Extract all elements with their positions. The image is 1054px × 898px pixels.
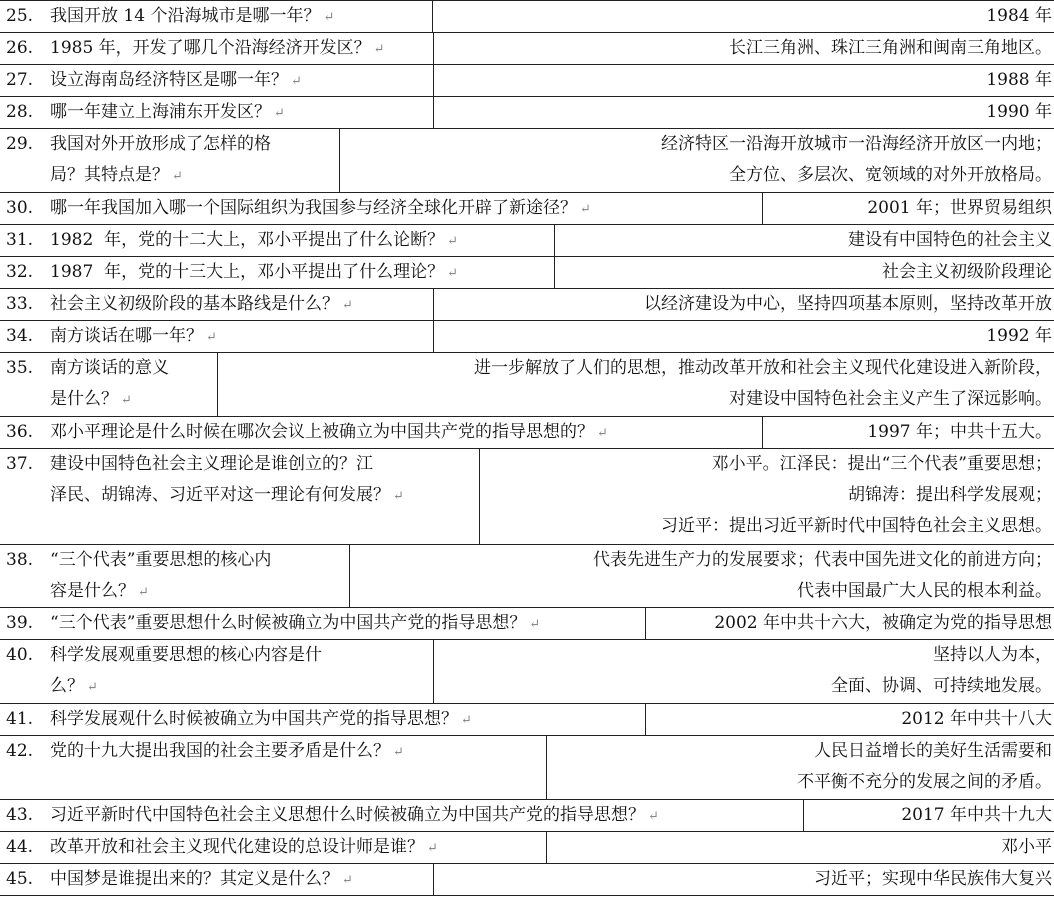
- answer-text: 1984 年: [986, 6, 1052, 26]
- question-cell: [0, 321, 434, 352]
- table-row: [0, 353, 1054, 417]
- paragraph-return-icon: ↵: [87, 680, 98, 695]
- table-row: [0, 289, 1054, 321]
- question-text: 1985 年，开发了哪几个沿海经济开发区？: [50, 38, 371, 58]
- question-text: 哪一年建立上海浦东开发区？: [50, 102, 271, 122]
- table-row: [0, 417, 1054, 449]
- question-cell: [0, 449, 480, 544]
- paragraph-return-icon: ↵: [121, 393, 132, 408]
- paragraph-return-icon: ↵: [206, 330, 217, 345]
- question-text: 建设中国特色社会主义理论是谁创立的？江: [50, 454, 373, 474]
- answer-text: 1990 年: [986, 102, 1052, 122]
- answer-text: 胡锦涛：提出科学发展观；: [848, 485, 1052, 505]
- question-number: 27.: [6, 70, 34, 90]
- paragraph-return-icon: ↵: [393, 489, 404, 504]
- answer-text: 以经济建设为中心，坚持四项基本原则，坚持改革开放: [644, 294, 1052, 314]
- question-text: 科学发展观什么时候被确立为中国共产党的指导思想？: [50, 709, 458, 729]
- question-text: 我国对外开放形成了怎样的格: [50, 134, 271, 154]
- paragraph-return-icon: ↵: [461, 713, 472, 728]
- answer-cell: [435, 640, 1054, 703]
- paragraph-return-icon: ↵: [447, 266, 458, 281]
- paragraph-return-icon: ↵: [447, 234, 458, 249]
- paragraph-return-icon: ↵: [291, 74, 302, 89]
- question-cell: [0, 640, 434, 703]
- table-row: [0, 257, 1054, 289]
- answer-cell: [556, 257, 1054, 288]
- table-row: [0, 193, 1054, 225]
- answer-cell: [481, 449, 1054, 544]
- answer-text: 1988 年: [986, 70, 1052, 90]
- question-text: 邓小平理论是什么时候在哪次会议上被确立为中国共产党的指导思想的？: [50, 422, 594, 442]
- paragraph-return-icon: ↵: [323, 10, 335, 25]
- table-row: [0, 449, 1054, 545]
- question-text: 我国开放 14 个沿海城市是哪一年？: [50, 6, 321, 26]
- answer-text: 邓小平。江泽民：提出“三个代表”重要思想；: [711, 454, 1052, 474]
- answer-text: 1997 年；中共十五大。: [867, 422, 1052, 442]
- answer-cell: [647, 608, 1054, 639]
- question-number: 42.: [6, 741, 34, 761]
- answer-cell: [435, 289, 1054, 320]
- answer-text: 全面、协调、可持续地发展。: [831, 676, 1052, 696]
- answer-cell: [435, 321, 1054, 352]
- question-number: 44.: [6, 837, 34, 857]
- answer-cell: [435, 97, 1054, 128]
- paragraph-return-icon: ↵: [138, 585, 149, 600]
- answer-cell: [548, 736, 1054, 799]
- question-text: 南方谈话的意义: [50, 358, 169, 378]
- question-cell: [0, 545, 350, 607]
- question-text: 1982 年，党的十二大上，邓小平提出了什么论断？: [50, 230, 445, 250]
- answer-cell: [341, 129, 1054, 192]
- table-row: [0, 65, 1054, 97]
- answer-cell: [548, 832, 1054, 863]
- question-cell: [0, 129, 340, 192]
- question-number: 41.: [6, 709, 34, 729]
- answer-cell: [351, 545, 1054, 607]
- answer-text: 全方位、多层次、宽领域的对外开放格局。: [729, 165, 1052, 185]
- paragraph-return-icon: ↵: [274, 106, 285, 121]
- answer-text: 2001 年；世界贸易组织: [867, 198, 1052, 218]
- paragraph-return-icon: ↵: [427, 841, 438, 856]
- question-number: 38.: [6, 550, 34, 570]
- question-cell: [0, 225, 555, 256]
- question-number: 32.: [6, 262, 34, 282]
- answer-text: 邓小平: [1001, 837, 1052, 857]
- answer-text: 1992 年: [986, 326, 1052, 346]
- question-cell: [0, 193, 763, 224]
- table-row: [0, 800, 1054, 832]
- answer-text: 长江三角洲、珠江三角洲和闽南三角地区。: [729, 38, 1052, 58]
- answer-text: 社会主义初级阶段理论: [882, 262, 1052, 282]
- question-number: 45.: [6, 869, 34, 889]
- question-number: 40.: [6, 645, 34, 665]
- answer-text: 代表先进生产力的发展要求；代表中国先进文化的前进方向；: [593, 550, 1052, 570]
- question-text: 习近平新时代中国特色社会主义思想什么时候被确立为中国共产党的指导思想？: [50, 805, 645, 825]
- question-cell: [0, 417, 763, 448]
- paragraph-return-icon: ↵: [597, 426, 608, 441]
- question-number: 35.: [6, 358, 34, 378]
- table-row: [0, 640, 1054, 704]
- table-row: [0, 0, 1054, 33]
- paragraph-return-icon: ↵: [373, 42, 385, 57]
- question-text: 改革开放和社会主义现代化建设的总设计师是谁？: [50, 837, 424, 857]
- answer-cell: [764, 193, 1054, 224]
- question-cell: [0, 832, 547, 863]
- table-row: [0, 33, 1054, 65]
- question-cell: [0, 33, 434, 64]
- table-row: [0, 129, 1054, 193]
- question-text: 泽民、胡锦涛、习近平对这一理论有何发展？: [50, 485, 390, 505]
- table-row: [0, 736, 1054, 800]
- question-text: 局？其特点是？: [50, 165, 169, 185]
- answer-text: 2002 年中共十六大，被确定为党的指导思想: [714, 613, 1052, 633]
- question-number: 37.: [6, 454, 34, 474]
- answer-text: 人民日益增长的美好生活需要和: [814, 741, 1052, 761]
- question-text: 是什么？: [50, 389, 118, 409]
- question-cell: [0, 864, 434, 895]
- question-cell: [0, 353, 218, 416]
- question-number: 28.: [6, 102, 34, 122]
- question-text: 南方谈话在哪一年？: [50, 326, 203, 346]
- question-cell: [0, 736, 547, 799]
- question-number: 43.: [6, 805, 34, 825]
- answer-text: 对建设中国特色社会主义产生了深远影响。: [729, 389, 1052, 409]
- paragraph-return-icon: ↵: [393, 745, 404, 760]
- question-text: 科学发展观重要思想的核心内容是什: [50, 645, 322, 665]
- answer-cell: [219, 353, 1054, 416]
- answer-cell: [764, 417, 1054, 448]
- question-cell: [0, 65, 434, 96]
- question-cell: [0, 257, 555, 288]
- answer-cell: [805, 800, 1054, 831]
- question-text: 容是什么？: [50, 581, 135, 601]
- question-number: 36.: [6, 422, 34, 442]
- question-text: 1987 年，党的十三大上，邓小平提出了什么理论？: [50, 262, 445, 282]
- question-number: 30.: [6, 198, 34, 218]
- question-number: 29.: [6, 134, 34, 154]
- answer-text: 不平衡不充分的发展之间的矛盾。: [797, 772, 1052, 792]
- answer-cell: [556, 225, 1054, 256]
- question-text: 么？: [50, 676, 84, 696]
- question-cell: [0, 608, 646, 639]
- answer-cell: [435, 65, 1054, 96]
- answer-text: 2017 年中共十九大: [901, 805, 1052, 825]
- answer-text: 建设有中国特色的社会主义: [848, 230, 1052, 250]
- answer-text: 2012 年中共十八大: [901, 709, 1052, 729]
- question-text: 哪一年我国加入哪一个国际组织为我国参与经济全球化开辟了新途径？: [50, 198, 577, 218]
- table-row: [0, 608, 1054, 640]
- question-text: 党的十九大提出我国的社会主要矛盾是什么？: [50, 741, 390, 761]
- answer-text: 代表中国最广大人民的根本利益。: [797, 581, 1052, 601]
- answer-cell: [434, 1, 1054, 32]
- question-number: 25.: [6, 6, 34, 26]
- paragraph-return-icon: ↵: [342, 298, 353, 313]
- question-text: 社会主义初级阶段的基本路线是什么？: [50, 294, 339, 314]
- table-row: [0, 832, 1054, 864]
- question-text: 设立海南岛经济特区是哪一年？: [50, 70, 288, 90]
- answer-cell: [647, 704, 1054, 735]
- answer-cell: [435, 33, 1054, 64]
- paragraph-return-icon: ↵: [342, 873, 353, 888]
- question-number: 26.: [6, 38, 34, 58]
- question-cell: [0, 97, 434, 128]
- answer-text: 进一步解放了人们的思想，推动改革开放和社会主义现代化建设进入新阶段，: [474, 358, 1052, 378]
- answer-text: 坚持以人为本，: [933, 645, 1052, 665]
- question-text: “三个代表”重要思想什么时候被确立为中国共产党的指导思想？: [50, 613, 527, 633]
- table-row: [0, 225, 1054, 257]
- question-cell: [0, 1, 433, 32]
- paragraph-return-icon: ↵: [172, 169, 183, 184]
- question-number: 39.: [6, 613, 34, 633]
- question-text: 中国梦是谁提出来的？其定义是什么？: [50, 869, 339, 889]
- table-row: [0, 545, 1054, 608]
- question-number: 33.: [6, 294, 34, 314]
- answer-text: 习近平；实现中华民族伟大复兴: [814, 869, 1052, 889]
- question-number: 34.: [6, 326, 34, 346]
- answer-text: 习近平：提出习近平新时代中国特色社会主义思想。: [661, 516, 1052, 536]
- paragraph-return-icon: ↵: [529, 617, 541, 632]
- answer-cell: [435, 864, 1054, 895]
- table-row: [0, 704, 1054, 736]
- answer-text: 经济特区一沿海开放城市一沿海经济开放区一内地；: [661, 134, 1052, 154]
- question-number: 31.: [6, 230, 34, 250]
- paragraph-return-icon: ↵: [648, 809, 659, 824]
- paragraph-return-icon: ↵: [580, 202, 591, 217]
- question-text: “三个代表”重要思想的核心内: [50, 550, 272, 570]
- table-row: [0, 321, 1054, 353]
- question-cell: [0, 800, 804, 831]
- table-row: [0, 864, 1054, 896]
- table-row: [0, 97, 1054, 129]
- question-cell: [0, 289, 434, 320]
- question-cell: [0, 704, 646, 735]
